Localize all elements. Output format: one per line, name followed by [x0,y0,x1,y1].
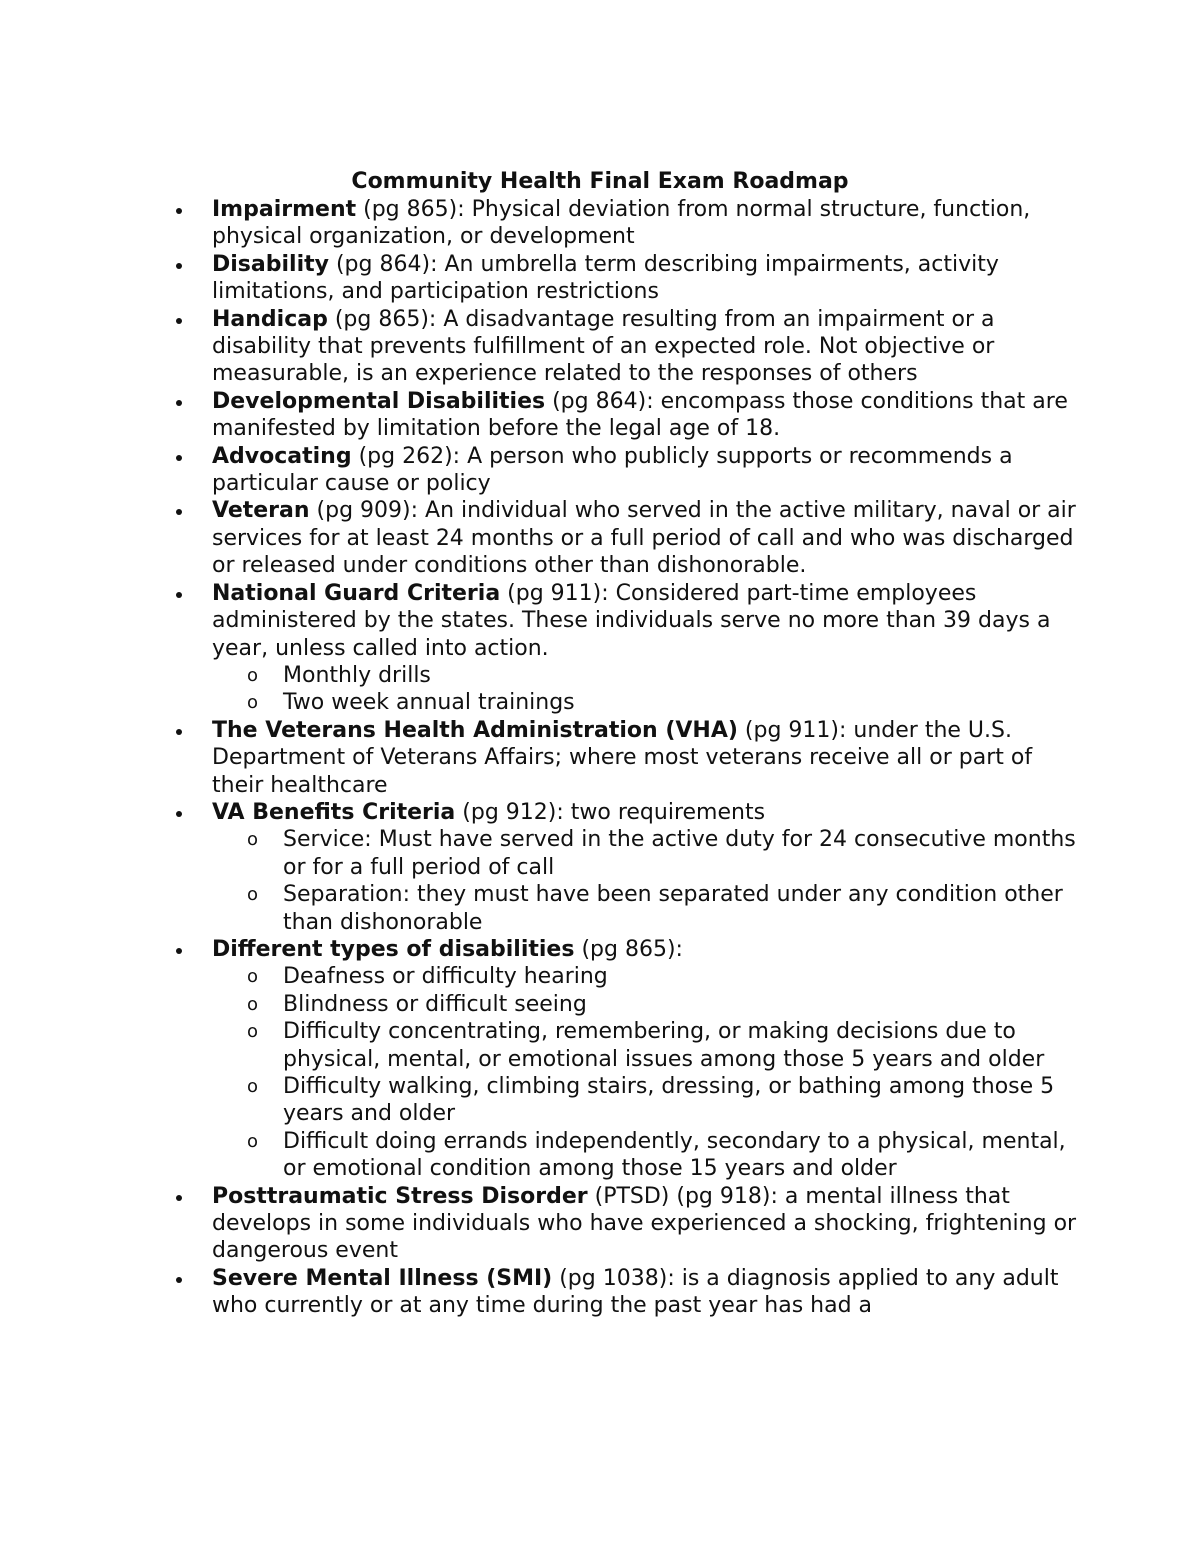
term-definition: : under the U.S. Department of Veterans Affairs; where most veterans receive all or part of their healthcare [212,717,1033,798]
term-name: Advocating [212,443,352,469]
term-ref: (pg 865) [327,306,429,332]
term-ref: (PTSD) (pg 918) [587,1183,771,1209]
sub-item: o Service: Must have served in the active duty for 24 consecutive months or for a full period of call [283,826,1082,881]
term-name: Developmental Disabilities [212,388,546,414]
sub-item: o Difficult doing errands independently, secondary to a physical, mental, or emotional condition among those 15 years and older [283,1128,1082,1183]
term-definition: : A person who publicly supports or recommends a particular cause or policy [212,443,1013,497]
term-definition: : encompass those conditions that are manifested by limitation before the legal age of 18. [212,388,1068,442]
term-item [212,717,1082,799]
term-name: Impairment [212,197,357,222]
term-item [212,497,1082,579]
term-item [212,306,1082,388]
term-item [212,196,1082,251]
term-ref: (pg 864) [328,251,431,277]
sub-item: o Difficulty walking, climbing stairs, dressing, or bathing among those 5 years and older [283,1073,1082,1128]
term-definition: : is a diagnosis applied to any adult who currently or at any time during the past year has had a [212,1265,1059,1319]
term-name: Posttraumatic Stress Disorder [212,1183,588,1209]
sub-item: o Blindness or difficult seeing [283,991,1082,1018]
term-ref: (pg 911) [737,717,839,743]
term-definition: : two requirements [556,799,766,825]
term-name: Handicap [212,306,328,332]
sub-list [212,662,1082,717]
term-name: Veteran [212,498,310,524]
term-item [212,580,1082,717]
sub-list [212,826,1082,936]
sub-item: o Monthly drills [283,662,1082,689]
term-name: Severe Mental Illness (SMI) [212,1265,553,1291]
term-ref: (pg 909) [309,498,411,524]
term-list [212,196,1082,1320]
sub-list [212,963,1082,1182]
term-name: Disability [212,251,329,277]
sub-item: o Deafness or difficulty hearing [283,963,1082,990]
term-name: The Veterans Health Administration (VHA) [212,717,738,743]
term-definition: : a mental illness that develops in some individuals who have experienced a shocking, frightening or dangerous event [212,1183,1077,1264]
document-body [212,196,1082,1320]
term-ref: (pg 865) [356,197,458,222]
term-definition: : A disadvantage resulting from an impairment or a disability that prevents fulfillment of an expected role. Not objective or measurable, is an experience related to the responses of others [212,306,995,387]
term-item [212,388,1082,443]
term-name: VA Benefits Criteria [212,799,456,825]
term-ref: (pg 865) [574,936,676,962]
term-ref: (pg 911) [500,580,602,606]
term-ref: (pg 912) [455,799,557,825]
term-definition: : An umbrella term describing impairments, activity limitations, and participation restrictions [212,251,999,305]
document-title-text: Community Health Final Exam Roadmap [351,169,849,194]
term-item [212,443,1082,498]
term-name: Different types of disabilities [212,936,575,962]
document-title [0,168,1200,196]
term-definition: : Considered part-time employees administered by the states. These individuals serve no more than 39 days a year, unless called into action. [212,580,1051,661]
sub-item: o Difficulty concentrating, remembering, or making decisions due to physical, mental, or emotional issues among those 5 years and older [283,1018,1082,1073]
sub-item: o Two week annual trainings [283,689,1082,716]
term-ref: (pg 1038) [552,1265,668,1291]
term-item [212,251,1082,306]
sub-item: o Separation: they must have been separated under any condition other than dishonorable [283,881,1082,936]
term-item [212,936,1082,1183]
term-item [212,1265,1082,1320]
term-ref: (pg 262) [351,443,453,469]
term-definition: : Physical deviation from normal structure, function, physical organization, or development [212,197,1031,250]
term-definition: : An individual who served in the active military, naval or air services for at least 24 months or a full period of call and who was discharged or released under conditions other than dishonorable. [212,498,1076,579]
term-item [212,799,1082,936]
term-name: National Guard Criteria [212,580,501,606]
term-item [212,1183,1082,1265]
term-definition: : [675,936,683,962]
term-ref: (pg 864) [545,388,647,414]
